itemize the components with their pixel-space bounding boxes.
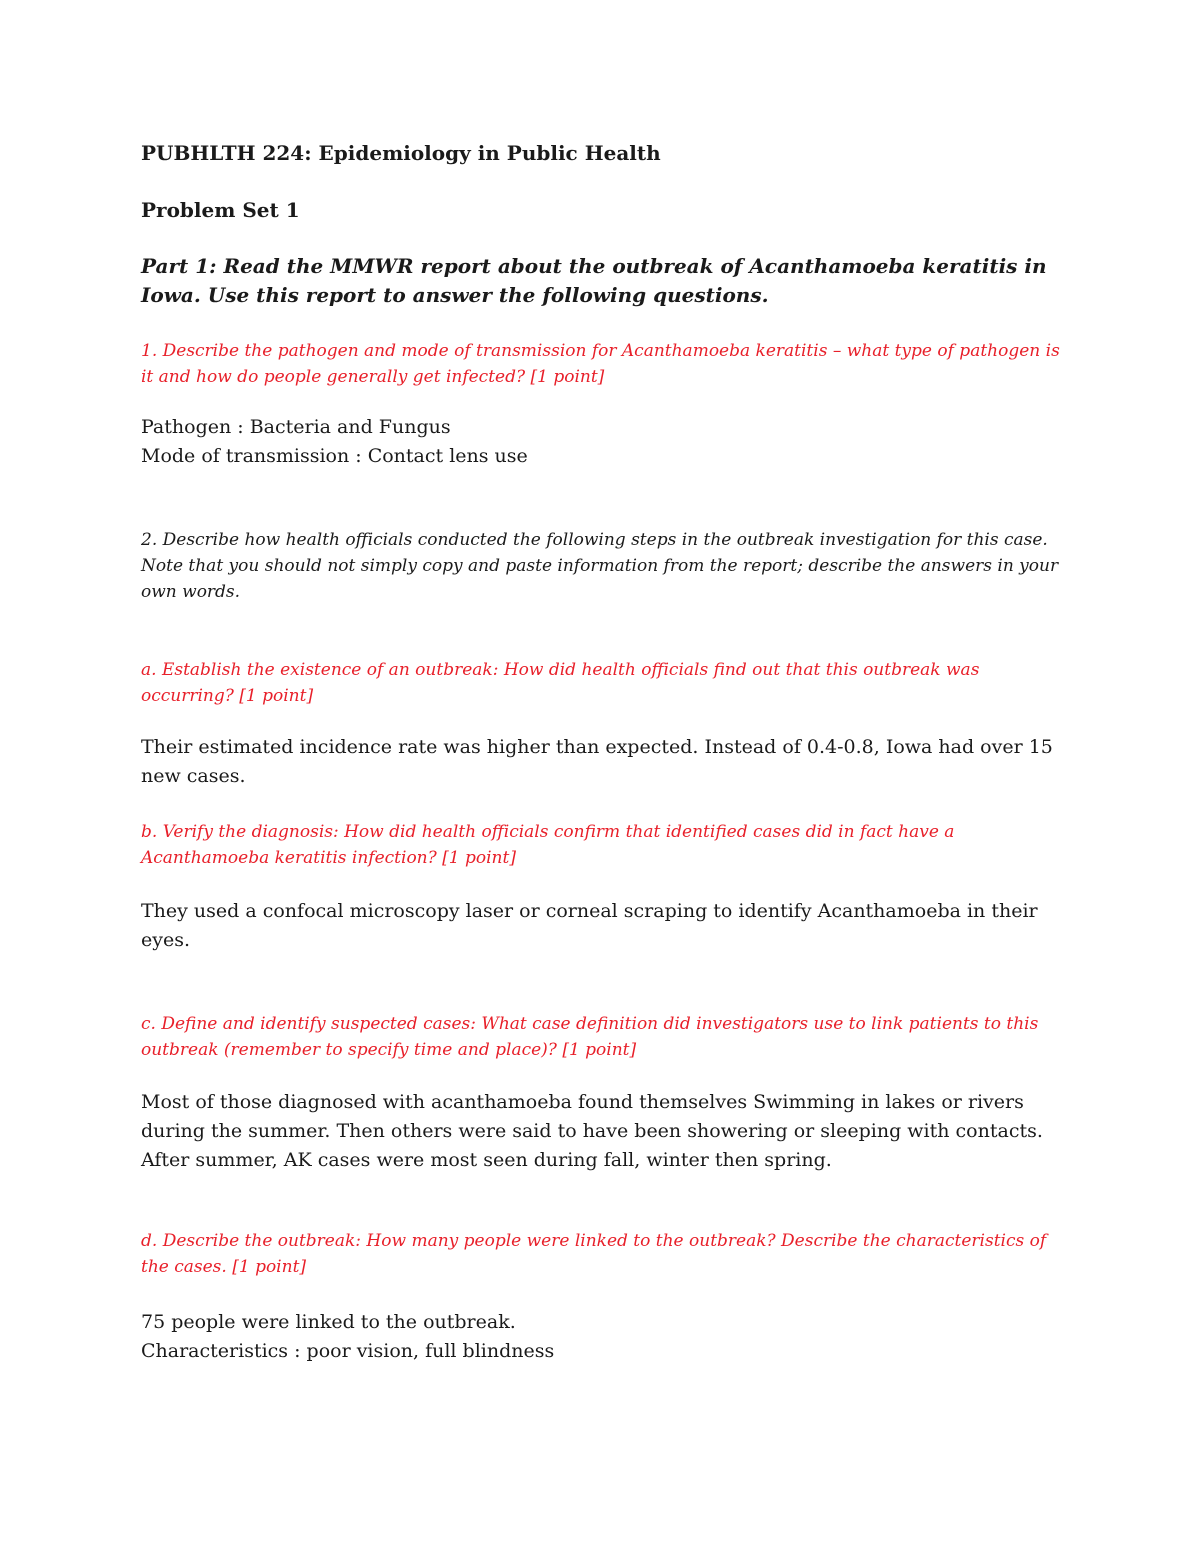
question-2d: d. Describe the outbreak: How many people were linked to the outbreak? Describe the characteristics of the cases. [1 point] [141, 1231, 1047, 1277]
question-2c: c. Define and identify suspected cases: What case definition did investigators use to link patients to this outbreak (remember to specify time and place)? [1 point] [141, 1014, 1039, 1060]
answer-2a: Their estimated incidence rate was higher than expected. Instead of 0.4-0.8, Iowa had over 15 new cases. [141, 736, 1053, 787]
question-2a: a. Establish the existence of an outbreak: How did health officials find out that this outbreak was occurring? [1 point] [141, 660, 980, 706]
question-2-intro: 2. Describe how health officials conducted the following steps in the outbreak investigation for this case. Note that you should not simply copy and paste information from the report; describe the answers in your own words. [141, 530, 1059, 602]
question-2b: b. Verify the diagnosis: How did health officials confirm that identified cases did in fact have a Acanthamoeba keratitis infection? [1 point] [141, 822, 955, 868]
question-1: 1. Describe the pathogen and mode of transmission for Acanthamoeba keratitis – what type of pathogen is it and how do people generally get infected? [1 point] [141, 341, 1060, 387]
answer-2d [141, 1308, 1066, 1366]
answer-2b: They used a confocal microscopy laser or corneal scraping to identify Acanthamoeba in their eyes. [141, 900, 1038, 951]
part1-heading: Part 1: Read the MMWR report about the outbreak of Acanthamoeba keratitis in Iowa. Use this report to answer the following questions. [141, 254, 1047, 307]
answer-1-pathogen: Pathogen : Bacteria and Fungus [141, 416, 451, 438]
answer-1-transmission: Mode of transmission : Contact lens use [141, 445, 528, 467]
answer-2d-count: 75 people were linked to the outbreak. [141, 1311, 516, 1333]
answer-2d-characteristics: Characteristics : poor vision, full blindness [141, 1340, 555, 1362]
problem-set-title: Problem Set 1 [141, 198, 300, 222]
course-title: PUBHLTH 224: Epidemiology in Public Health [141, 141, 661, 165]
answer-1 [141, 413, 1066, 471]
answer-2c: Most of those diagnosed with acanthamoeba found themselves Swimming in lakes or rivers during the summer. Then others were said to have been showering or sleeping with contacts. After summer, AK cases were most seen during fall, winter then spring. [141, 1091, 1043, 1171]
